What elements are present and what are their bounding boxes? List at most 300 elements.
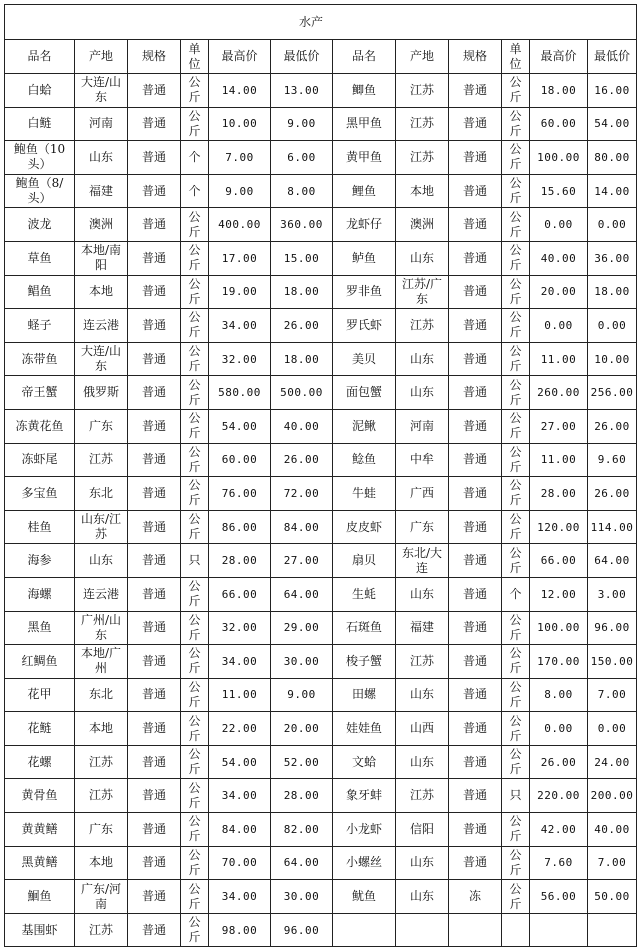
cell-name-left: 花甲	[5, 678, 75, 712]
cell-min-price-left: 18.00	[271, 342, 333, 376]
cell-min-price-right: 64.00	[588, 544, 637, 578]
cell-unit-left: 公斤	[181, 309, 209, 343]
cell-spec-right: 普通	[449, 174, 502, 208]
cell-unit-left: 公斤	[181, 745, 209, 779]
cell-name-left: 黑黄鳝	[5, 846, 75, 880]
cell-min-price-left: 15.00	[271, 241, 333, 275]
cell-unit-right: 公斤	[502, 745, 530, 779]
cell-origin-left: 澳洲	[75, 208, 128, 242]
cell-name-right: 扇贝	[333, 544, 396, 578]
cell-unit-right: 公斤	[502, 880, 530, 914]
cell-unit-left: 公斤	[181, 813, 209, 847]
cell-origin-right: 山东	[396, 880, 449, 914]
cell-name-right: 娃娃鱼	[333, 712, 396, 746]
cell-origin-right: 山东	[396, 745, 449, 779]
cell-unit-right: 公斤	[502, 309, 530, 343]
cell-origin-left: 本地	[75, 712, 128, 746]
cell-unit-left: 个	[181, 141, 209, 175]
cell-name-right: 罗氏虾	[333, 309, 396, 343]
cell-name-right: 鲈鱼	[333, 241, 396, 275]
cell-origin-right: 山东	[396, 241, 449, 275]
cell-origin-right: 山东	[396, 678, 449, 712]
cell-unit-right: 只	[502, 779, 530, 813]
cell-origin-right: 东北/大连	[396, 544, 449, 578]
cell-min-price-left: 8.00	[271, 174, 333, 208]
cell-origin-left: 广东/河南	[75, 880, 128, 914]
cell-spec-left: 普通	[128, 141, 181, 175]
cell-min-price-left: 28.00	[271, 779, 333, 813]
table-row	[5, 275, 637, 309]
cell-max-price-right: 170.00	[530, 645, 588, 679]
cell-min-price-right: 80.00	[588, 141, 637, 175]
cell-spec-right: 普通	[449, 510, 502, 544]
cell-max-price-left: 10.00	[209, 107, 271, 141]
cell-spec-left: 普通	[128, 611, 181, 645]
table-row	[5, 678, 637, 712]
cell-name-left: 鲳鱼	[5, 275, 75, 309]
cell-max-price-right: 18.00	[530, 74, 588, 108]
cell-max-price-left: 86.00	[209, 510, 271, 544]
cell-origin-right: 江苏	[396, 74, 449, 108]
cell-name-left: 帝王蟹	[5, 376, 75, 410]
cell-max-price-left: 14.00	[209, 74, 271, 108]
cell-origin-right: 广西	[396, 477, 449, 511]
table-row	[5, 712, 637, 746]
cell-max-price-right: 8.00	[530, 678, 588, 712]
cell-origin-left: 本地	[75, 275, 128, 309]
cell-max-price-right: 20.00	[530, 275, 588, 309]
cell-unit-right: 公斤	[502, 74, 530, 108]
cell-name-right	[333, 913, 396, 947]
cell-spec-right: 普通	[449, 208, 502, 242]
cell-max-price-left: 32.00	[209, 342, 271, 376]
cell-unit-right: 公斤	[502, 174, 530, 208]
cell-min-price-right: 0.00	[588, 712, 637, 746]
cell-spec-left: 普通	[128, 443, 181, 477]
cell-min-price-right: 200.00	[588, 779, 637, 813]
cell-spec-right: 普通	[449, 241, 502, 275]
cell-max-price-right: 11.00	[530, 443, 588, 477]
cell-unit-left: 公斤	[181, 678, 209, 712]
cell-origin-left: 山东	[75, 141, 128, 175]
table-row	[5, 913, 637, 947]
cell-name-left: 基围虾	[5, 913, 75, 947]
cell-unit-left: 公斤	[181, 510, 209, 544]
cell-max-price-left: 28.00	[209, 544, 271, 578]
cell-name-right: 黑甲鱼	[333, 107, 396, 141]
cell-max-price-right: 0.00	[530, 309, 588, 343]
cell-spec-right	[449, 913, 502, 947]
cell-unit-left: 公斤	[181, 107, 209, 141]
cell-min-price-right: 26.00	[588, 477, 637, 511]
cell-origin-right: 中牟	[396, 443, 449, 477]
cell-name-right: 面包蟹	[333, 376, 396, 410]
cell-origin-right: 河南	[396, 409, 449, 443]
column-header-spec-left: 规格	[128, 40, 181, 74]
cell-min-price-left: 29.00	[271, 611, 333, 645]
cell-unit-right: 公斤	[502, 376, 530, 410]
cell-max-price-left: 9.00	[209, 174, 271, 208]
cell-origin-left: 江苏	[75, 745, 128, 779]
table-row	[5, 141, 637, 175]
cell-origin-right: 江苏	[396, 309, 449, 343]
cell-unit-right: 公斤	[502, 208, 530, 242]
cell-min-price-right	[588, 913, 637, 947]
cell-spec-right: 普通	[449, 544, 502, 578]
table-row	[5, 645, 637, 679]
cell-name-right: 生蚝	[333, 577, 396, 611]
cell-unit-left: 只	[181, 544, 209, 578]
cell-spec-left: 普通	[128, 342, 181, 376]
column-header-max-price-left: 最高价	[209, 40, 271, 74]
cell-max-price-left: 34.00	[209, 880, 271, 914]
cell-max-price-right: 56.00	[530, 880, 588, 914]
cell-min-price-left: 26.00	[271, 443, 333, 477]
cell-name-right: 石斑鱼	[333, 611, 396, 645]
cell-origin-right: 江苏/广东	[396, 275, 449, 309]
cell-max-price-right: 0.00	[530, 712, 588, 746]
cell-spec-right: 冻	[449, 880, 502, 914]
cell-origin-left: 本地	[75, 846, 128, 880]
cell-unit-right: 公斤	[502, 645, 530, 679]
cell-unit-left: 公斤	[181, 342, 209, 376]
cell-unit-left: 公斤	[181, 477, 209, 511]
cell-spec-right: 普通	[449, 678, 502, 712]
cell-min-price-right: 114.00	[588, 510, 637, 544]
cell-spec-left: 普通	[128, 813, 181, 847]
cell-origin-right: 信阳	[396, 813, 449, 847]
cell-name-left: 冻黄花鱼	[5, 409, 75, 443]
cell-name-right: 龙虾仔	[333, 208, 396, 242]
cell-origin-left: 江苏	[75, 779, 128, 813]
cell-min-price-right: 0.00	[588, 208, 637, 242]
cell-name-left: 白鲢	[5, 107, 75, 141]
cell-min-price-left: 30.00	[271, 645, 333, 679]
cell-spec-left: 普通	[128, 241, 181, 275]
cell-spec-right: 普通	[449, 611, 502, 645]
cell-max-price-right: 26.00	[530, 745, 588, 779]
cell-origin-right: 山东	[396, 577, 449, 611]
cell-min-price-left: 64.00	[271, 846, 333, 880]
cell-max-price-right: 28.00	[530, 477, 588, 511]
cell-min-price-left: 18.00	[271, 275, 333, 309]
cell-spec-left: 普通	[128, 174, 181, 208]
cell-unit-right: 公斤	[502, 241, 530, 275]
cell-max-price-left: 70.00	[209, 846, 271, 880]
cell-origin-left: 本地/广州	[75, 645, 128, 679]
cell-min-price-right: 7.00	[588, 846, 637, 880]
cell-name-left: 波龙	[5, 208, 75, 242]
cell-unit-left: 公斤	[181, 208, 209, 242]
cell-spec-left: 普通	[128, 577, 181, 611]
table-row	[5, 174, 637, 208]
cell-min-price-right: 36.00	[588, 241, 637, 275]
cell-min-price-left: 13.00	[271, 74, 333, 108]
cell-unit-right: 公斤	[502, 712, 530, 746]
cell-max-price-left: 580.00	[209, 376, 271, 410]
cell-unit-right: 公斤	[502, 107, 530, 141]
cell-unit-left: 公斤	[181, 376, 209, 410]
cell-unit-left: 公斤	[181, 409, 209, 443]
cell-name-left: 红鲷鱼	[5, 645, 75, 679]
cell-name-left: 鮰鱼	[5, 880, 75, 914]
cell-spec-right: 普通	[449, 577, 502, 611]
cell-max-price-right: 220.00	[530, 779, 588, 813]
cell-origin-left: 山东/江苏	[75, 510, 128, 544]
cell-spec-left: 普通	[128, 510, 181, 544]
cell-min-price-right: 7.00	[588, 678, 637, 712]
table-row	[5, 880, 637, 914]
cell-name-left: 蛏子	[5, 309, 75, 343]
cell-min-price-right: 18.00	[588, 275, 637, 309]
cell-name-right: 田螺	[333, 678, 396, 712]
cell-name-right: 小龙虾	[333, 813, 396, 847]
cell-max-price-left: 66.00	[209, 577, 271, 611]
cell-name-left: 冻带鱼	[5, 342, 75, 376]
table-row	[5, 611, 637, 645]
cell-max-price-right: 7.60	[530, 846, 588, 880]
cell-origin-left: 连云港	[75, 309, 128, 343]
cell-min-price-right: 50.00	[588, 880, 637, 914]
cell-unit-right: 公斤	[502, 544, 530, 578]
cell-spec-left: 普通	[128, 74, 181, 108]
cell-spec-right: 普通	[449, 409, 502, 443]
table-row	[5, 409, 637, 443]
cell-max-price-left: 19.00	[209, 275, 271, 309]
cell-max-price-right: 15.60	[530, 174, 588, 208]
cell-unit-right: 公斤	[502, 141, 530, 175]
cell-origin-left: 东北	[75, 678, 128, 712]
cell-name-left: 海螺	[5, 577, 75, 611]
cell-max-price-right: 100.00	[530, 611, 588, 645]
cell-max-price-right: 100.00	[530, 141, 588, 175]
cell-min-price-left: 40.00	[271, 409, 333, 443]
cell-spec-right: 普通	[449, 813, 502, 847]
cell-min-price-left: 500.00	[271, 376, 333, 410]
cell-min-price-left: 72.00	[271, 477, 333, 511]
cell-min-price-left: 64.00	[271, 577, 333, 611]
table-row	[5, 74, 637, 108]
cell-min-price-right: 150.00	[588, 645, 637, 679]
column-header-origin-right: 产地	[396, 40, 449, 74]
cell-origin-left: 河南	[75, 107, 128, 141]
cell-unit-left: 公斤	[181, 443, 209, 477]
cell-spec-left: 普通	[128, 745, 181, 779]
cell-origin-right: 本地	[396, 174, 449, 208]
cell-unit-left: 公斤	[181, 611, 209, 645]
cell-name-left: 黄骨鱼	[5, 779, 75, 813]
cell-max-price-right: 260.00	[530, 376, 588, 410]
cell-name-right: 美贝	[333, 342, 396, 376]
cell-name-right: 泥鳅	[333, 409, 396, 443]
cell-min-price-left: 9.00	[271, 678, 333, 712]
cell-unit-right: 公斤	[502, 409, 530, 443]
table-row	[5, 846, 637, 880]
cell-origin-left: 广东	[75, 813, 128, 847]
cell-name-right: 鲫鱼	[333, 74, 396, 108]
cell-origin-right: 澳洲	[396, 208, 449, 242]
cell-max-price-right: 40.00	[530, 241, 588, 275]
cell-max-price-left: 17.00	[209, 241, 271, 275]
column-header-max-price-right: 最高价	[530, 40, 588, 74]
cell-spec-left: 普通	[128, 846, 181, 880]
cell-max-price-right: 60.00	[530, 107, 588, 141]
cell-max-price-left: 98.00	[209, 913, 271, 947]
cell-origin-right: 江苏	[396, 141, 449, 175]
cell-min-price-left: 26.00	[271, 309, 333, 343]
cell-unit-left: 公斤	[181, 779, 209, 813]
cell-max-price-right: 27.00	[530, 409, 588, 443]
cell-min-price-right: 0.00	[588, 309, 637, 343]
cell-spec-left: 普通	[128, 477, 181, 511]
cell-origin-left: 大连/山东	[75, 342, 128, 376]
cell-spec-left: 普通	[128, 208, 181, 242]
cell-unit-right: 公斤	[502, 510, 530, 544]
cell-name-right: 象牙蚌	[333, 779, 396, 813]
cell-name-right: 文蛤	[333, 745, 396, 779]
column-header-unit-left: 单位	[181, 40, 209, 74]
table-row	[5, 577, 637, 611]
cell-spec-right: 普通	[449, 443, 502, 477]
cell-max-price-left: 22.00	[209, 712, 271, 746]
cell-min-price-left: 52.00	[271, 745, 333, 779]
cell-min-price-right: 16.00	[588, 74, 637, 108]
cell-name-left: 黑鱼	[5, 611, 75, 645]
cell-spec-right: 普通	[449, 779, 502, 813]
cell-origin-right	[396, 913, 449, 947]
cell-max-price-left: 34.00	[209, 779, 271, 813]
cell-origin-right: 福建	[396, 611, 449, 645]
cell-unit-left: 公斤	[181, 880, 209, 914]
cell-name-left: 冻虾尾	[5, 443, 75, 477]
cell-origin-left: 本地/南阳	[75, 241, 128, 275]
cell-origin-right: 山东	[396, 846, 449, 880]
table-row	[5, 443, 637, 477]
cell-spec-right: 普通	[449, 645, 502, 679]
cell-spec-right: 普通	[449, 74, 502, 108]
cell-min-price-right: 96.00	[588, 611, 637, 645]
cell-spec-left: 普通	[128, 880, 181, 914]
cell-max-price-left: 32.00	[209, 611, 271, 645]
cell-origin-right: 山东	[396, 342, 449, 376]
cell-name-right: 鲤鱼	[333, 174, 396, 208]
cell-name-right: 黄甲鱼	[333, 141, 396, 175]
cell-max-price-right: 120.00	[530, 510, 588, 544]
cell-name-left: 鲍鱼（10头）	[5, 141, 75, 175]
cell-spec-left: 普通	[128, 309, 181, 343]
cell-name-left: 桂鱼	[5, 510, 75, 544]
cell-unit-left: 公斤	[181, 645, 209, 679]
cell-spec-right: 普通	[449, 342, 502, 376]
cell-min-price-left: 82.00	[271, 813, 333, 847]
cell-origin-right: 江苏	[396, 645, 449, 679]
column-header-name-left: 品名	[5, 40, 75, 74]
cell-min-price-right: 26.00	[588, 409, 637, 443]
cell-min-price-left: 6.00	[271, 141, 333, 175]
column-header-name-right: 品名	[333, 40, 396, 74]
cell-origin-left: 大连/山东	[75, 74, 128, 108]
table-row	[5, 544, 637, 578]
cell-unit-left: 公斤	[181, 913, 209, 947]
cell-name-right: 梭子蟹	[333, 645, 396, 679]
cell-max-price-right: 11.00	[530, 342, 588, 376]
cell-origin-right: 广东	[396, 510, 449, 544]
cell-unit-left: 公斤	[181, 241, 209, 275]
cell-origin-right: 山西	[396, 712, 449, 746]
cell-unit-right: 公斤	[502, 813, 530, 847]
cell-unit-left: 公斤	[181, 74, 209, 108]
cell-min-price-left: 27.00	[271, 544, 333, 578]
cell-max-price-left: 400.00	[209, 208, 271, 242]
cell-name-left: 白蛤	[5, 74, 75, 108]
cell-spec-right: 普通	[449, 141, 502, 175]
cell-max-price-left: 84.00	[209, 813, 271, 847]
cell-origin-left: 福建	[75, 174, 128, 208]
column-header-unit-right: 单位	[502, 40, 530, 74]
cell-name-right: 鱿鱼	[333, 880, 396, 914]
cell-min-price-right: 54.00	[588, 107, 637, 141]
cell-spec-left: 普通	[128, 712, 181, 746]
cell-spec-left: 普通	[128, 678, 181, 712]
cell-unit-left: 公斤	[181, 577, 209, 611]
cell-unit-left: 公斤	[181, 846, 209, 880]
cell-spec-right: 普通	[449, 477, 502, 511]
column-header-spec-right: 规格	[449, 40, 502, 74]
cell-spec-right: 普通	[449, 107, 502, 141]
column-header-min-price-left: 最低价	[271, 40, 333, 74]
cell-spec-left: 普通	[128, 409, 181, 443]
cell-unit-right	[502, 913, 530, 947]
cell-unit-right: 公斤	[502, 275, 530, 309]
cell-name-left: 海参	[5, 544, 75, 578]
cell-unit-right: 公斤	[502, 846, 530, 880]
cell-max-price-left: 76.00	[209, 477, 271, 511]
cell-min-price-left: 20.00	[271, 712, 333, 746]
table-row	[5, 477, 637, 511]
cell-min-price-left: 9.00	[271, 107, 333, 141]
cell-origin-right: 江苏	[396, 779, 449, 813]
cell-max-price-right	[530, 913, 588, 947]
cell-max-price-right: 42.00	[530, 813, 588, 847]
column-header-origin-left: 产地	[75, 40, 128, 74]
table-row	[5, 241, 637, 275]
cell-max-price-right: 12.00	[530, 577, 588, 611]
table-row	[5, 745, 637, 779]
cell-spec-left: 普通	[128, 107, 181, 141]
table-row	[5, 107, 637, 141]
cell-min-price-right: 10.00	[588, 342, 637, 376]
header-row	[5, 40, 637, 74]
cell-name-right: 牛蛙	[333, 477, 396, 511]
cell-min-price-right: 14.00	[588, 174, 637, 208]
table-row	[5, 376, 637, 410]
cell-name-left: 花螺	[5, 745, 75, 779]
cell-min-price-left: 84.00	[271, 510, 333, 544]
table-row	[5, 342, 637, 376]
cell-min-price-right: 256.00	[588, 376, 637, 410]
cell-spec-left: 普通	[128, 913, 181, 947]
cell-max-price-right: 0.00	[530, 208, 588, 242]
cell-min-price-right: 3.00	[588, 577, 637, 611]
cell-origin-left: 俄罗斯	[75, 376, 128, 410]
cell-max-price-right: 66.00	[530, 544, 588, 578]
cell-spec-left: 普通	[128, 544, 181, 578]
table-body	[5, 74, 637, 947]
cell-spec-left: 普通	[128, 779, 181, 813]
cell-unit-left: 公斤	[181, 275, 209, 309]
cell-spec-right: 普通	[449, 712, 502, 746]
cell-name-left: 鲍鱼（8/头）	[5, 174, 75, 208]
